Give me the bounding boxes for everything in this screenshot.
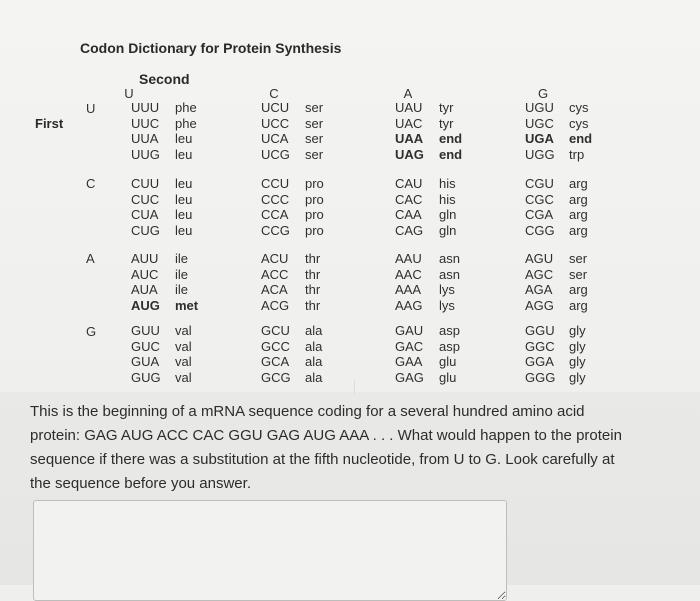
codon-entry (131, 251, 198, 267)
codon-group-ac (261, 251, 320, 313)
codon-group-ua (395, 100, 462, 162)
codon-group-uu (131, 100, 197, 162)
codon-entry (261, 323, 322, 339)
codon-entry (525, 223, 588, 239)
codon: UAC (395, 115, 423, 131)
codon-entry (131, 223, 192, 239)
amino-acid: his (439, 176, 456, 191)
codon-entry (395, 192, 456, 208)
codon: UAU (395, 100, 423, 115)
codon: ACC (261, 266, 289, 282)
codon-entry (131, 267, 198, 283)
codon: GUU (131, 323, 160, 338)
codon-group-ga (395, 323, 460, 385)
codon-group-ug (525, 100, 592, 162)
codon: UUC (131, 115, 160, 131)
codon: CGA (525, 207, 554, 222)
codon-entry (525, 323, 586, 339)
column-header-g: G (537, 86, 549, 101)
amino-acid: leu (175, 191, 193, 207)
codon-entry (525, 298, 588, 314)
codon-entry (525, 354, 586, 370)
codon-entry (395, 147, 462, 163)
codon: AAA (395, 282, 422, 297)
codon: GAU (395, 323, 424, 338)
answer-input[interactable] (33, 500, 507, 601)
codon-group-aa (395, 251, 460, 313)
row-header-u: U (86, 101, 96, 116)
codon-entry (395, 100, 462, 116)
row-header-c: C (86, 176, 96, 191)
codon-entry (131, 282, 198, 298)
codon: CGG (525, 222, 555, 238)
amino-acid: ala (305, 338, 323, 354)
amino-acid: phe (175, 100, 197, 115)
codon: ACG (261, 297, 290, 313)
amino-acid: ser (305, 100, 324, 115)
amino-acid: arg (569, 176, 588, 191)
codon: GUA (131, 354, 160, 369)
codon-entry (525, 116, 592, 132)
codon-group-uc (261, 100, 323, 162)
codon: GGG (525, 369, 556, 385)
amino-acid: arg (569, 191, 588, 207)
codon-entry (131, 298, 198, 314)
codon: AUA (131, 282, 158, 297)
codon-entry (395, 131, 462, 147)
codon-entry (261, 298, 320, 314)
amino-acid: val (175, 338, 192, 354)
codon-entry (131, 176, 192, 192)
amino-acid: leu (175, 131, 193, 146)
amino-acid: ala (305, 354, 323, 369)
row-header-a: A (86, 251, 95, 266)
amino-acid: gly (569, 323, 586, 338)
codon-entry (261, 282, 320, 298)
codon-entry (261, 267, 320, 283)
codon: CAC (395, 191, 423, 207)
codon-entry (525, 131, 592, 147)
codon-entry (525, 176, 588, 192)
dictionary-title: Codon Dictionary for Protein Synthesis (80, 40, 342, 56)
codon: CCU (261, 176, 290, 191)
codon: AGG (525, 297, 554, 313)
codon-group-cu (131, 176, 192, 238)
amino-acid: his (439, 191, 456, 207)
codon-group-ca (395, 176, 456, 238)
codon: GCG (261, 369, 291, 385)
codon: AUG (131, 297, 160, 313)
codon: UUG (131, 146, 160, 162)
amino-acid: end (569, 131, 593, 146)
amino-acid: leu (175, 207, 193, 222)
codon: UUA (131, 131, 159, 146)
codon: AUU (131, 251, 159, 266)
amino-acid: end (439, 131, 463, 146)
codon: UGU (525, 100, 554, 115)
codon-entry (131, 147, 197, 163)
codon: UCU (261, 100, 290, 115)
codon: CCC (261, 191, 290, 207)
codon-entry (261, 147, 323, 163)
codon-entry (261, 116, 323, 132)
codon-entry (131, 192, 192, 208)
amino-acid: thr (305, 297, 321, 313)
codon: GAG (395, 369, 424, 385)
amino-acid: glu (439, 369, 457, 385)
codon: AAU (395, 251, 422, 266)
codon: UGC (525, 115, 554, 131)
amino-acid: asn (439, 266, 460, 282)
amino-acid: trp (569, 146, 585, 162)
amino-acid: ala (305, 369, 323, 385)
second-position-label: Second (139, 71, 190, 87)
codon: AAC (395, 266, 422, 282)
amino-acid: ser (305, 131, 324, 146)
codon-entry (131, 100, 197, 116)
amino-acid: gln (439, 207, 457, 222)
codon: CAU (395, 176, 423, 191)
codon: UAG (395, 146, 424, 162)
codon-entry (261, 370, 322, 386)
amino-acid: asp (439, 338, 460, 354)
codon: UUU (131, 100, 160, 115)
amino-acid: leu (175, 222, 193, 238)
codon-entry (395, 282, 460, 298)
codon: GCU (261, 323, 290, 338)
amino-acid: thr (305, 266, 321, 282)
codon-entry (261, 131, 323, 147)
codon: ACU (261, 251, 289, 266)
amino-acid: arg (569, 222, 588, 238)
amino-acid: arg (569, 207, 588, 222)
codon: GCA (261, 354, 290, 369)
codon-entry (261, 176, 324, 192)
amino-acid: ala (305, 323, 323, 338)
codon: GGA (525, 354, 554, 369)
amino-acid: phe (175, 115, 197, 131)
codon-entry (395, 354, 460, 370)
codon-entry (131, 323, 192, 339)
column-header-u: U (124, 86, 134, 101)
amino-acid: ser (305, 146, 324, 162)
codon-entry (525, 267, 588, 283)
amino-acid: ile (175, 266, 189, 282)
codon: UCG (261, 146, 290, 162)
codon: CUC (131, 191, 160, 207)
codon-entry (395, 339, 460, 355)
codon: GUG (131, 369, 161, 385)
codon: CAA (395, 207, 422, 222)
amino-acid: gly (569, 369, 586, 385)
amino-acid: val (175, 354, 192, 369)
row-header-g: G (86, 324, 97, 339)
codon-entry (131, 207, 192, 223)
codon: UGA (525, 131, 554, 146)
codon: CGC (525, 191, 554, 207)
amino-acid: ser (305, 115, 324, 131)
amino-acid: arg (569, 297, 588, 313)
column-header-c: C (269, 86, 279, 101)
codon-entry (261, 207, 324, 223)
codon-entry (395, 370, 460, 386)
codon-entry (395, 207, 456, 223)
codon: ACA (261, 282, 288, 297)
amino-acid: lys (439, 297, 455, 313)
amino-acid: cys (569, 100, 589, 115)
codon-entry (525, 192, 588, 208)
codon: UGG (525, 146, 555, 162)
codon-group-ag (525, 251, 588, 313)
codon-entry (525, 100, 592, 116)
amino-acid: leu (175, 146, 193, 162)
codon-group-au (131, 251, 198, 313)
codon-entry (525, 251, 588, 267)
codon-group-cc (261, 176, 324, 238)
codon: GUC (131, 338, 160, 354)
codon: GGU (525, 323, 555, 338)
codon-entry (395, 116, 462, 132)
codon-entry (395, 267, 460, 283)
codon-entry (131, 354, 192, 370)
amino-acid: thr (305, 282, 321, 297)
codon-entry (395, 298, 460, 314)
amino-acid: ile (175, 282, 189, 297)
amino-acid: gly (569, 338, 586, 354)
codon-entry (395, 323, 460, 339)
codon-entry (131, 116, 197, 132)
codon-entry (261, 192, 324, 208)
amino-acid: asn (439, 251, 460, 266)
codon: CGU (525, 176, 554, 191)
amino-acid: met (175, 297, 199, 313)
amino-acid: arg (569, 282, 588, 297)
codon: UCA (261, 131, 289, 146)
codon-entry (395, 223, 456, 239)
codon: CUG (131, 222, 160, 238)
column-header-a: A (403, 86, 413, 101)
amino-acid: gln (439, 222, 457, 238)
amino-acid: ser (569, 266, 588, 282)
amino-acid: glu (439, 354, 457, 369)
codon: CCA (261, 207, 289, 222)
codon: UAA (395, 131, 424, 146)
codon-entry (261, 251, 320, 267)
codon: AGC (525, 266, 554, 282)
codon: GGC (525, 338, 555, 354)
first-position-label: First (35, 116, 64, 131)
codon-entry (525, 339, 586, 355)
codon-entry (131, 370, 192, 386)
codon-entry (261, 223, 324, 239)
codon: AGA (525, 282, 553, 297)
amino-acid: tyr (439, 115, 454, 131)
amino-acid: cys (569, 115, 589, 131)
divider (354, 380, 355, 394)
amino-acid: thr (305, 251, 321, 266)
codon: GCC (261, 338, 290, 354)
codon-group-cg (525, 176, 588, 238)
codon: UCC (261, 115, 290, 131)
codon-entry (131, 131, 197, 147)
amino-acid: ile (175, 251, 189, 266)
amino-acid: pro (305, 222, 324, 238)
codon-entry (261, 100, 323, 116)
codon-entry (131, 339, 192, 355)
amino-acid: ser (569, 251, 588, 266)
codon-group-gg (525, 323, 586, 385)
codon-entry (395, 251, 460, 267)
codon: CUU (131, 176, 160, 191)
codon: CUA (131, 207, 159, 222)
amino-acid: lys (439, 282, 455, 297)
codon-entry (261, 354, 322, 370)
codon-group-gu (131, 323, 192, 385)
codon-entry (395, 176, 456, 192)
codon-group-gc (261, 323, 322, 385)
codon-entry (525, 147, 592, 163)
codon: GAA (395, 354, 423, 369)
amino-acid: leu (175, 176, 193, 191)
amino-acid: gly (569, 354, 586, 369)
amino-acid: pro (305, 176, 324, 191)
amino-acid: pro (305, 191, 324, 207)
amino-acid: val (175, 369, 192, 385)
codon: CCG (261, 222, 290, 238)
amino-acid: asp (439, 323, 460, 338)
codon: GAC (395, 338, 424, 354)
amino-acid: val (175, 323, 192, 338)
question-text: This is the beginning of a mRNA sequence coding for a several hundred amino acid protein: GAG AUG ACC CAC GGU GAG AUG AAA . . . What would happen to the protein sequence if there was a substitution at the fifth nucleotide, from U to G. Look carefully at the sequence before you answer. (30, 403, 622, 492)
codon-entry (525, 370, 586, 386)
codon-entry (261, 339, 322, 355)
codon-entry (525, 207, 588, 223)
amino-acid: tyr (439, 100, 454, 115)
codon: AAG (395, 297, 423, 313)
amino-acid: end (439, 146, 463, 162)
codon: AUC (131, 266, 159, 282)
codon: CAG (395, 222, 424, 238)
codon-entry (525, 282, 588, 298)
codon: AGU (525, 251, 554, 266)
amino-acid: pro (305, 207, 324, 222)
